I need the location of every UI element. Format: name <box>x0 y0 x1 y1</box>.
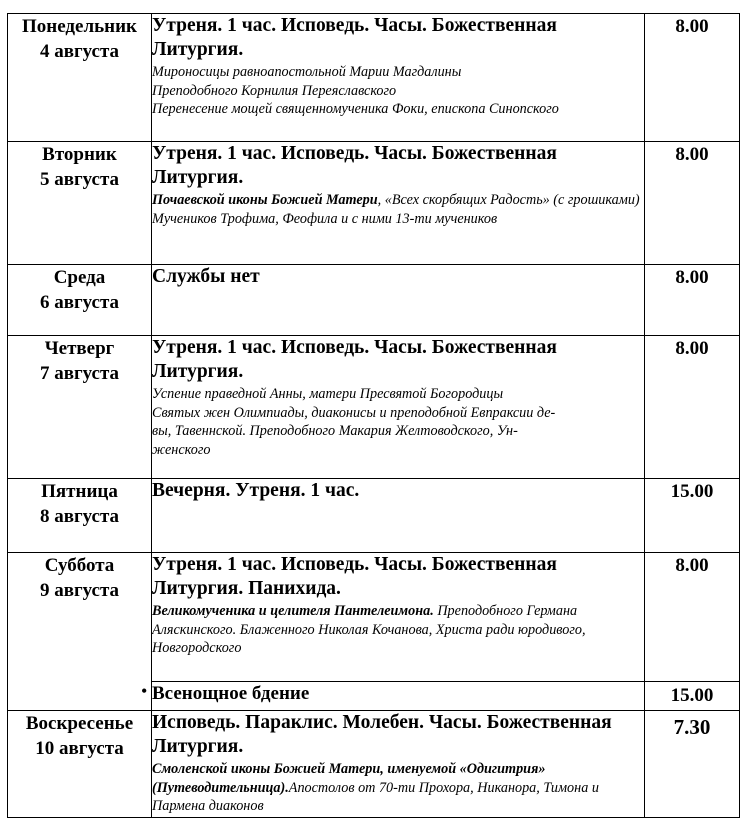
feast-rest: Преподобного Германа Аляскинского. Блаженного Николая Кочанова, Христа ради юродивого, Новгородского <box>152 603 586 657</box>
service-notes <box>152 602 644 658</box>
day-cell <box>8 711 152 818</box>
service-title: Утреня. 1 час. Исповедь. Часы. Божественная Литургия. <box>152 143 557 188</box>
date: 6 августа <box>39 292 120 313</box>
day-cell <box>8 479 152 553</box>
time-cell: 8.00 <box>645 265 740 336</box>
bullet-icon: • <box>141 683 147 700</box>
service-notes <box>152 760 644 816</box>
date: 5 августа <box>39 169 120 190</box>
service-title: Службы нет <box>152 266 260 287</box>
schedule-row <box>8 553 740 682</box>
date: 4 августа <box>39 41 120 62</box>
feast-rest: Апостолов от 70-ти Прохора, Никанора, Тимона и Пармена диаконов <box>152 779 599 815</box>
note-line: Успение праведной Анны, матери Пресвятой Богородицы <box>152 386 504 402</box>
note-line: женского <box>152 442 211 459</box>
weekday: Понедельник <box>21 16 137 37</box>
service-cell <box>152 14 645 142</box>
service-cell <box>152 479 645 553</box>
day-cell <box>8 265 152 336</box>
time-cell: 8.00 <box>645 553 740 682</box>
time-cell: 8.00 <box>645 142 740 265</box>
service-notes <box>152 385 644 460</box>
date: 10 августа <box>35 738 124 759</box>
time-cell: 8.00 <box>645 336 740 479</box>
schedule-row <box>8 142 740 265</box>
day-cell <box>8 142 152 265</box>
service-notes <box>152 191 644 228</box>
note-line: Преподобного Корнилия Переяславского <box>152 82 397 99</box>
day-cell <box>8 336 152 479</box>
weekday: Среда <box>53 267 106 288</box>
weekday: Суббота <box>44 555 115 576</box>
schedule-row <box>8 14 740 142</box>
schedule-row <box>8 711 740 818</box>
note-line: Святых жен Олимпиады, диаконисы и преподобной Евпраксии де- <box>152 404 556 421</box>
time-cell: 8.00 <box>645 14 740 142</box>
note-line: Перенесение мощей священномученика Фоки, епископа Синопского <box>152 101 559 118</box>
feast-name: Смоленской иконы Божией Матери, именуемой «Одигитрия» (Путеводительница). <box>152 761 546 796</box>
feast-rest: , «Всех скорбящих Радость» (с грошиками) <box>377 192 640 208</box>
service-title: Исповедь. Параклис. Молебен. Часы. Божественная Литургия. <box>152 712 612 757</box>
day-cell <box>8 14 152 142</box>
note-line: вы, Тавеннской. Преподобного Макария Желтоводского, Ун- <box>152 423 518 440</box>
note-line <box>152 191 644 210</box>
note-line: Мучеников Трофима, Феофила и с ними 13-ти мучеников <box>152 210 498 227</box>
weekday: Пятница <box>41 481 118 502</box>
schedule-row <box>8 265 740 336</box>
service-notes <box>152 63 644 119</box>
service-cell <box>152 142 645 265</box>
service-title: Утреня. 1 час. Исповедь. Часы. Божественная Литургия. <box>152 15 557 60</box>
weekday: Четверг <box>44 338 115 359</box>
service-title: Утреня. 1 час. Исповедь. Часы. Божественная Литургия. <box>152 337 557 382</box>
date: 7 августа <box>39 363 120 384</box>
day-cell <box>8 553 152 711</box>
extra-service: Всенощное бдение <box>152 682 645 711</box>
schedule-row <box>8 479 740 553</box>
service-cell <box>152 336 645 479</box>
time-cell: 7.30 <box>645 711 740 818</box>
service-title: Утреня. 1 час. Исповедь. Часы. Божественная Литургия. Панихида. <box>152 554 557 599</box>
time-cell: 15.00 <box>645 479 740 553</box>
schedule-table <box>7 13 740 818</box>
feast-name: Почаевской иконы Божией Матери <box>152 192 378 208</box>
note-line: Мироносицы равноапостольной Марии Магдалины <box>152 64 462 80</box>
date: 9 августа <box>39 580 120 601</box>
service-cell <box>152 711 645 818</box>
date: 8 августа <box>39 506 120 527</box>
service-cell <box>152 553 645 682</box>
time-cell: 15.00 <box>645 682 740 711</box>
service-cell <box>152 265 645 336</box>
weekday: Воскресенье <box>25 713 134 734</box>
weekday: Вторник <box>42 144 117 165</box>
service-title: Вечерня. Утреня. 1 час. <box>152 480 360 501</box>
feast-name: Великомученика и целителя Пантелеимона. <box>152 603 434 619</box>
schedule-row <box>8 336 740 479</box>
